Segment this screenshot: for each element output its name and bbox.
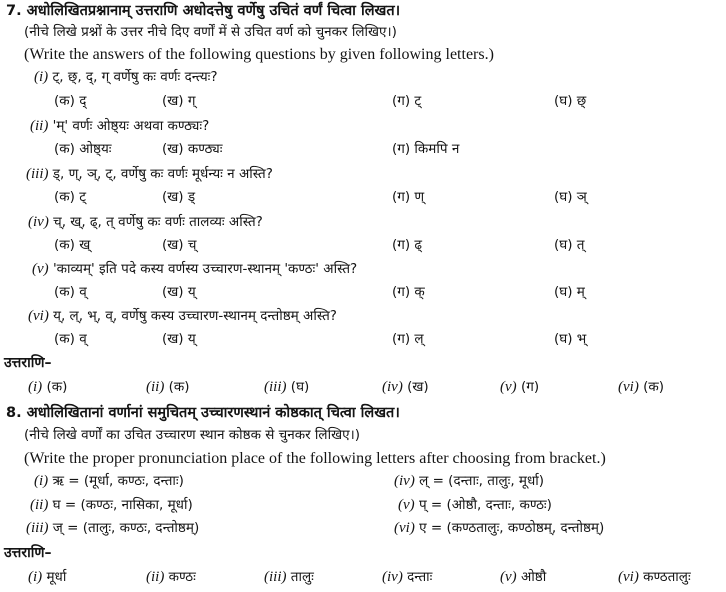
question-number: (v) — [32, 261, 49, 277]
q7-q1-option-d: (घ) छ् — [554, 93, 587, 109]
q8-item-1: (i) ऋ = (मूर्धा, कण्ठः, दन्ताः) — [34, 473, 184, 489]
q7-q6-option-b: (ख) य् — [162, 331, 196, 347]
q7-q5-option-c: (ग) क् — [392, 284, 425, 300]
q7-q6-option-a: (क) व् — [54, 331, 87, 347]
q8-item-5: (v) प् = (ओष्ठौ, दन्ताः, कण्ठः) — [398, 497, 552, 513]
q8-answer-5: (v) ओष्ठौ — [500, 569, 547, 585]
question-text: य्, ल्, भ्, व्, वर्णेषु कस्य उच्चारण-स्थानम् दन्तोष्ठम् अस्ति? — [53, 308, 337, 324]
question-number: (vi) — [28, 308, 49, 324]
q8-item-6: (vi) ए = (कण्ठतालुः, कण्ठोष्ठम्, दन्तोष्ठम्) — [394, 520, 605, 536]
q8-item-2: (ii) घ = (कण्ठः, नासिका, मूर्धा) — [30, 497, 193, 513]
question-text: ड्, ण्, ञ्, ट्, वर्णेषु कः वर्णः मूर्धन्यः न अस्ति? — [52, 166, 273, 182]
q8-answer-3: (iii) तालुः — [264, 569, 314, 585]
q8-item-4: (iv) ल् = (दन्ताः, तालुः, मूर्धा) — [394, 473, 545, 489]
q7-q1-option-a: (क) द् — [54, 93, 87, 109]
q7-english-instruction: (Write the answers of the following questions by given following letters.) — [24, 46, 494, 63]
q8-answer-2: (ii) कण्ठः — [146, 569, 196, 585]
q7-answer-1: (i) (क) — [28, 379, 68, 395]
q7-q1-option-b: (ख) ग् — [162, 93, 196, 109]
q7-q3-option-d: (घ) ञ् — [554, 189, 587, 205]
q7-answer-4: (iv) (ख) — [382, 379, 429, 395]
q8-answer-1: (i) मूर्धा — [28, 569, 67, 585]
q8-hindi-instruction: (नीचे लिखे वर्णों का उचित उच्चारण स्थान कोष्ठक से चुनकर लिखिए।) — [24, 427, 360, 443]
q7-question-2 — [30, 119, 209, 134]
q7-question-6 — [28, 309, 337, 324]
q7-answer-3: (iii) (घ) — [264, 379, 310, 395]
q8-answers-heading: उत्तराणि– — [4, 545, 52, 561]
q7-q5-option-a: (क) व् — [54, 284, 87, 300]
q7-q5-option-b: (ख) य् — [162, 284, 196, 300]
q7-q4-option-b: (ख) च् — [162, 237, 197, 253]
question-number: (i) — [34, 69, 49, 85]
q7-q3-option-b: (ख) ड् — [162, 189, 196, 205]
q7-q1-option-c: (ग) ट् — [392, 93, 422, 109]
q8-title: 8. अधोलिखितानां वर्णानां समुचितम् उच्चारणस्थानं कोष्ठकात् चित्वा लिखत। — [6, 405, 400, 421]
q7-answer-2: (ii) (क) — [146, 379, 190, 395]
q8-item-3: (iii) ज् = (तालुः, कण्ठः, दन्तोष्ठम्) — [26, 520, 200, 536]
q7-q2-option-c: (ग) किमपि न — [392, 141, 460, 157]
q7-hindi-instruction: (नीचे लिखे प्रश्नों के उत्तर नीचे दिए वर्णों में से उचित वर्ण को चुनकर लिखिए।) — [24, 24, 397, 40]
q7-q4-option-c: (ग) ढ् — [392, 237, 423, 253]
q7-title: 7. अधोलिखितप्रश्नानाम् उत्तराणि अधोदत्तेषु वर्णेषु उचितं वर्णं चित्वा लिखत। — [6, 3, 401, 19]
question-text: च्, ख्, ढ्, त् वर्णेषु कः वर्णः तालव्यः अस्ति? — [53, 214, 263, 230]
q7-answer-6: (vi) (क) — [618, 379, 665, 395]
q7-answers-heading: उत्तराणि– — [4, 355, 52, 371]
q7-question-1 — [34, 70, 218, 85]
question-text: 'म्' वर्णः ओष्ठ्यः अथवा कण्ठ्यः? — [52, 118, 210, 134]
q7-q5-option-d: (घ) म् — [554, 284, 585, 300]
q7-q2-option-b: (ख) कण्ठ्यः — [162, 141, 223, 157]
q7-answer-5: (v) (ग) — [500, 379, 540, 395]
question-text: ट्, छ्, द्, ग् वर्णेषु कः वर्णः दन्त्यः? — [52, 69, 218, 85]
question-number: (iv) — [28, 214, 49, 230]
question-number: (ii) — [30, 118, 49, 134]
q7-q3-option-c: (ग) ण् — [392, 189, 425, 205]
q7-q4-option-a: (क) ख् — [54, 237, 91, 253]
q8-english-instruction: (Write the proper pronunciation place of the following letters after choosing from bracket.) — [24, 450, 606, 467]
q8-answer-4: (iv) दन्ताः — [382, 569, 433, 585]
q7-question-4 — [28, 215, 263, 230]
question-number: (iii) — [26, 166, 49, 182]
q7-q2-option-a: (क) ओष्ठ्यः — [54, 141, 112, 157]
q7-q3-option-a: (क) ट् — [54, 189, 86, 205]
q7-q6-option-c: (ग) ल् — [392, 331, 424, 347]
q7-question-5 — [32, 262, 357, 277]
q7-q4-option-d: (घ) त् — [554, 237, 585, 253]
question-text: 'काव्यम्' इति पदे कस्य वर्णस्य उच्चारण-स्थानम् 'कण्ठः' अस्ति? — [52, 261, 358, 277]
q7-question-3 — [26, 167, 273, 182]
q7-q6-option-d: (घ) भ् — [554, 331, 587, 347]
q8-answer-6: (vi) कण्ठतालुः — [618, 569, 691, 585]
